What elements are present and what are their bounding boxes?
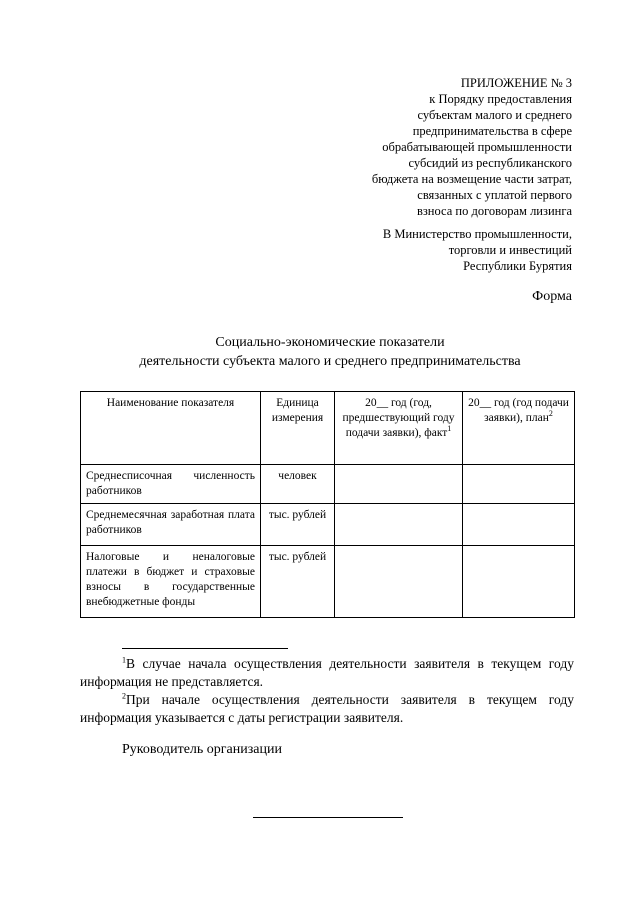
footnote-mark: 2 [122, 691, 126, 701]
addressee-line: В Министерство промышленности, [382, 227, 572, 241]
footnote-mark: 1 [122, 655, 126, 665]
indicators-table [80, 391, 575, 618]
fact-value-cell[interactable] [335, 546, 463, 618]
indicator-name: Среднемесячная заработная плата работников [81, 504, 261, 546]
header-previous-year-text: 20__ год (год, предшествующий году подачи заявки), факт [342, 397, 455, 439]
title-line-2: деятельности субъекта малого и среднего предпринимательства [139, 354, 521, 369]
footnote-1 [80, 655, 574, 690]
footnote-separator [122, 648, 288, 649]
header-application-year-text: 20__ год (год подачи заявки), план [468, 397, 569, 424]
table-row [81, 504, 575, 546]
fact-value-cell[interactable] [335, 465, 463, 504]
appendix-line: к Порядку предоставления [429, 92, 572, 106]
footnote-2 [80, 691, 574, 726]
footnote-text: При начале осуществления деятельности заявителя в текущем году информация указывается с даты регистрации заявителя. [80, 692, 574, 725]
plan-value-cell[interactable] [463, 504, 575, 546]
header-indicator-name: Наименование показателя [81, 392, 261, 465]
addressee-line: торговли и инвестиций [448, 243, 572, 257]
header-previous-year [335, 392, 463, 465]
signature-line[interactable] [253, 817, 403, 818]
indicator-unit: тыс. рублей [261, 546, 335, 618]
indicator-name: Среднесписочная численность работников [81, 465, 261, 504]
appendix-line: предпринимательства в сфере [412, 124, 572, 138]
indicator-name: Налоговые и неналоговые платежи в бюджет и страховые взносы в государственные внебюджетные фонды [81, 546, 261, 618]
addressee-line: Республики Бурятия [463, 259, 572, 273]
appendix-header [312, 75, 572, 219]
header-unit: Единица измерения [261, 392, 335, 465]
plan-value-cell[interactable] [463, 546, 575, 618]
footnote-text: В случае начала осуществления деятельности заявителя в текущем году информация не представляется. [80, 656, 574, 689]
table-row [81, 546, 575, 618]
signature-label: Руководитель организации [122, 742, 282, 757]
document-title [80, 333, 580, 371]
footnote-ref-2: 2 [548, 409, 553, 419]
plan-value-cell[interactable] [463, 465, 575, 504]
appendix-line: обрабатывающей промышленности [382, 140, 572, 154]
table-row [81, 465, 575, 504]
addressee-block [312, 226, 572, 274]
form-label: Форма [532, 289, 572, 304]
header-application-year [463, 392, 575, 465]
indicator-unit: тыс. рублей [261, 504, 335, 546]
footnote-ref-1: 1 [447, 424, 452, 434]
appendix-line: бюджета на возмещение части затрат, [371, 172, 572, 186]
appendix-line: связанных с уплатой первого [417, 188, 572, 202]
appendix-line: ПРИЛОЖЕНИЕ № 3 [460, 76, 572, 90]
title-line-1: Социально-экономические показатели [215, 335, 445, 350]
appendix-line: субъектам малого и среднего [417, 108, 572, 122]
appendix-line: взноса по договорам лизинга [416, 204, 572, 218]
appendix-line: субсидий из республиканского [408, 156, 572, 170]
indicator-unit: человек [261, 465, 335, 504]
fact-value-cell[interactable] [335, 504, 463, 546]
table-header-row [81, 392, 575, 465]
